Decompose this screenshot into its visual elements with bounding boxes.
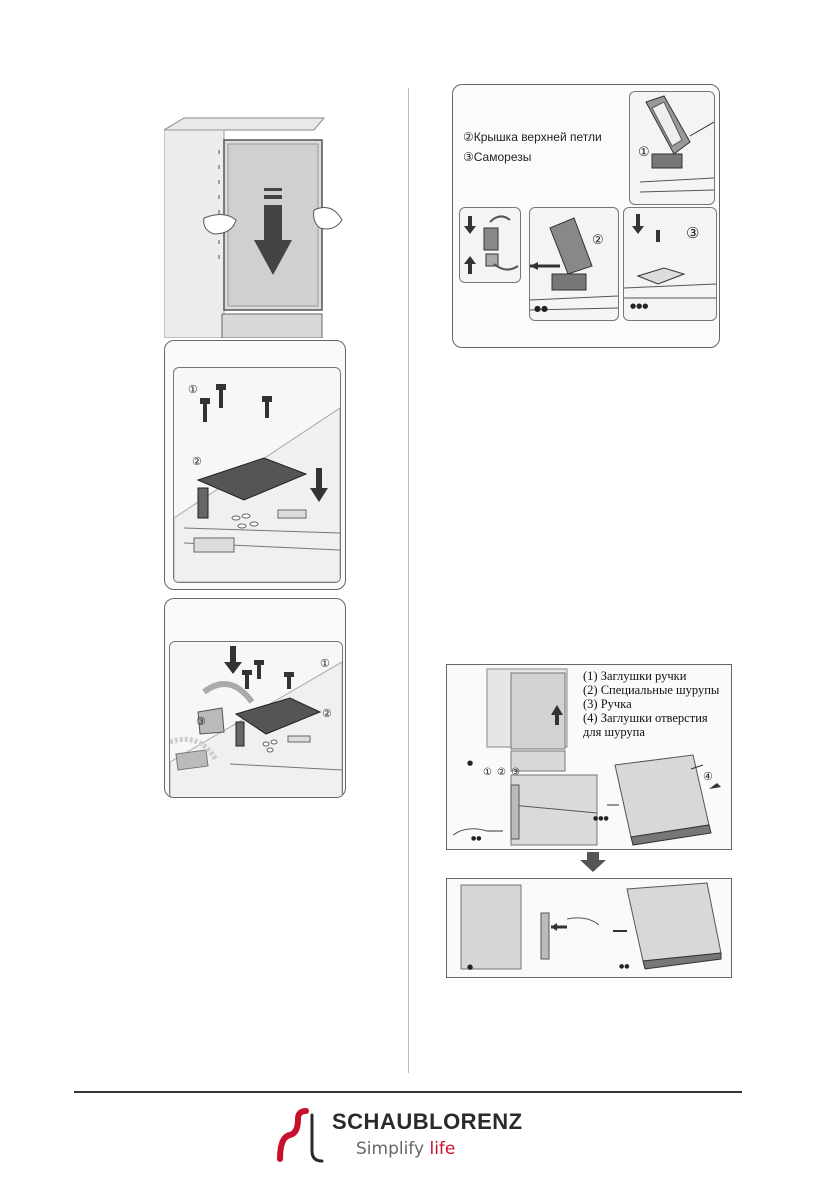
callout-screws: ③Саморезы (463, 150, 532, 164)
step-mark-3: ●●● (593, 815, 609, 822)
subfig-cover-removal (529, 207, 619, 321)
brand-swoosh-icon (276, 1107, 328, 1165)
hinge-install-inner (173, 367, 341, 583)
callout-handle-caps: (1) Заглушки ручки (583, 669, 687, 683)
step-mark-3: ●●● (630, 302, 649, 310)
marker-3: ③ (196, 716, 206, 728)
handle-install-figure (446, 664, 732, 850)
footer-rule (74, 1091, 742, 1093)
result-mark-1: ● (467, 963, 474, 971)
brand-logo (276, 1107, 566, 1169)
marker-2: ② (592, 232, 604, 247)
marker-2: ② (192, 456, 202, 468)
callout-screw-hole-caps: (4) Заглушки отверстия для шурупа (583, 711, 708, 739)
subfig-hinge-top (629, 91, 715, 205)
hinge-cover-panel (164, 598, 346, 798)
brand-name-lorenz: LORENZ (429, 1109, 523, 1134)
result-mark-2: ●● (619, 963, 630, 970)
door-mount-illustration (164, 110, 344, 338)
tagline-simplify: Simplify (356, 1139, 425, 1159)
marker-1: ① (483, 767, 492, 778)
column-divider (408, 88, 409, 1073)
subfig-screw (623, 207, 717, 321)
step-mark-2: ●● (534, 304, 548, 313)
down-arrow-icon (580, 852, 606, 872)
tagline-life: life (429, 1139, 456, 1159)
callout-handle: (3) Ручка (583, 697, 632, 711)
marker-1: ① (638, 144, 650, 159)
hinge-install-panel (164, 340, 346, 590)
marker-2: ② (322, 708, 332, 720)
marker-3: ③ (511, 767, 520, 778)
callout-special-screws: (2) Специальные шурупы (583, 683, 720, 697)
subfig-connector (459, 207, 521, 283)
marker-3: ③ (686, 225, 700, 242)
marker-4: ④ (703, 771, 713, 783)
handle-callouts (583, 669, 729, 739)
top-hinge-cover-figure (452, 84, 720, 348)
hinge-cover-inner (169, 641, 343, 798)
marker-1: ① (188, 384, 198, 396)
callout-hinge-cover: ②Крышка верхней петли (463, 130, 602, 144)
step-mark-2: ●● (471, 835, 482, 842)
brand-tagline (356, 1139, 455, 1159)
marker-1: ① (320, 658, 330, 670)
brand-name-schaub: SCHAUB (332, 1109, 430, 1134)
handle-result-figure (446, 878, 732, 978)
step-mark-1: ● (467, 759, 474, 767)
marker-2: ② (497, 767, 506, 778)
brand-name (332, 1109, 523, 1135)
